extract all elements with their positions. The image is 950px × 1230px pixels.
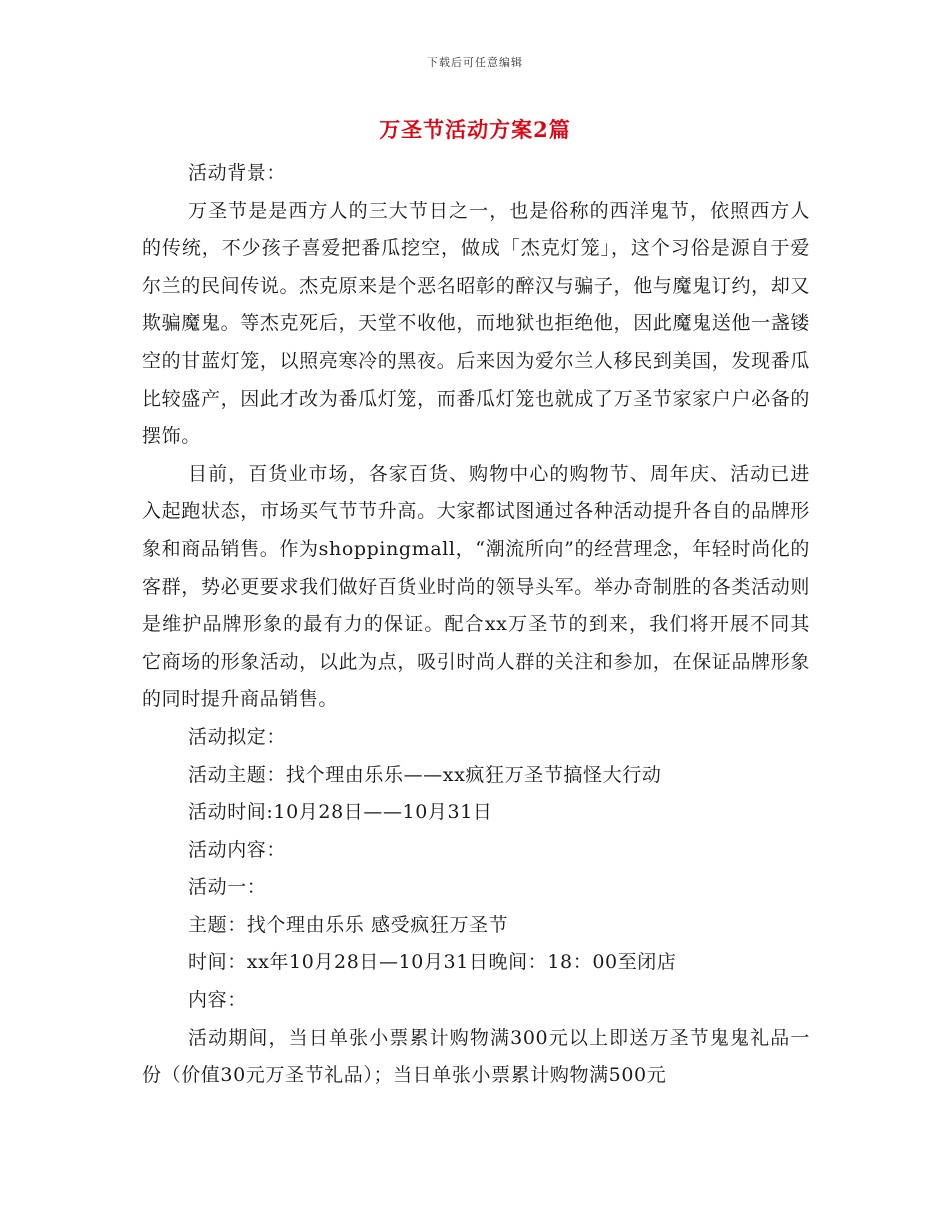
section-heading-plan: 活动拟定：	[188, 725, 287, 748]
paragraph-market: 目前，百货业市场，各家百货、购物中心的购物节、周年庆、活动已进入起跑状态，市场买气节节升高。大家都试图通过各种活动提升各自的品牌形象和商品销售。作为shoppingmall，“潮流所向”的经营理念，年轻时尚化的客群，势必更要求我们做好百货业时尚的领导头军。举办奇制胜的各类活动则是维护品牌形象的最有力的保证。配合xx万圣节的到来，我们将开展不同其它商场的形象活动，以此为点，吸引时尚人群的关注和参加，在保证品牌形象的同时提升商品销售。	[142, 462, 810, 711]
header-note: 下载后可任意编辑	[427, 56, 523, 69]
activity-time-line: 活动时间:10月28日——10月31日	[188, 801, 493, 824]
document-title: 万圣节活动方案2篇	[379, 117, 571, 142]
paragraph-background: 万圣节是是西方人的三大节日之一，也是俗称的西洋鬼节，依照西方人的传统，不少孩子喜爱把番瓜挖空，做成「杰克灯笼」，这个习俗是源自于爱尔兰的民间传说。杰克原来是个恶名昭彰的醉汉与骗子，他与魔鬼订约，却又欺骗魔鬼。等杰克死后，天堂不收他，而地狱也拒绝他，因此魔鬼送他一盏镂空的甘蓝灯笼，以照亮寒冷的黑夜。后来因为爱尔兰人移民到美国，发现番瓜比较盛产，因此才改为番瓜灯笼，而番瓜灯笼也就成了万圣节家家户户必备的摆饰。	[142, 199, 810, 448]
activity-one-theme: 主题：找个理由乐乐 感受疯狂万圣节	[188, 913, 509, 936]
activity-theme-line: 活动主题：找个理由乐乐——xx疯狂万圣节搞怪大行动	[188, 763, 662, 786]
paragraph-activity-one-details: 活动期间，当日单张小票累计购物满300元以上即送万圣节鬼鬼礼品一份（价值30元万圣节礼品）；当日单张小票累计购物满500元	[142, 1026, 810, 1087]
activity-one-time: 时间：xx年10月28日—10月31日晚间：18：00至闭店	[188, 951, 677, 974]
activity-one-heading: 活动一：	[188, 876, 267, 899]
activity-one-content-heading: 内容：	[188, 989, 247, 1012]
document-body	[142, 155, 810, 1095]
activity-content-heading: 活动内容：	[188, 838, 287, 861]
section-heading-background: 活动背景：	[188, 162, 287, 184]
